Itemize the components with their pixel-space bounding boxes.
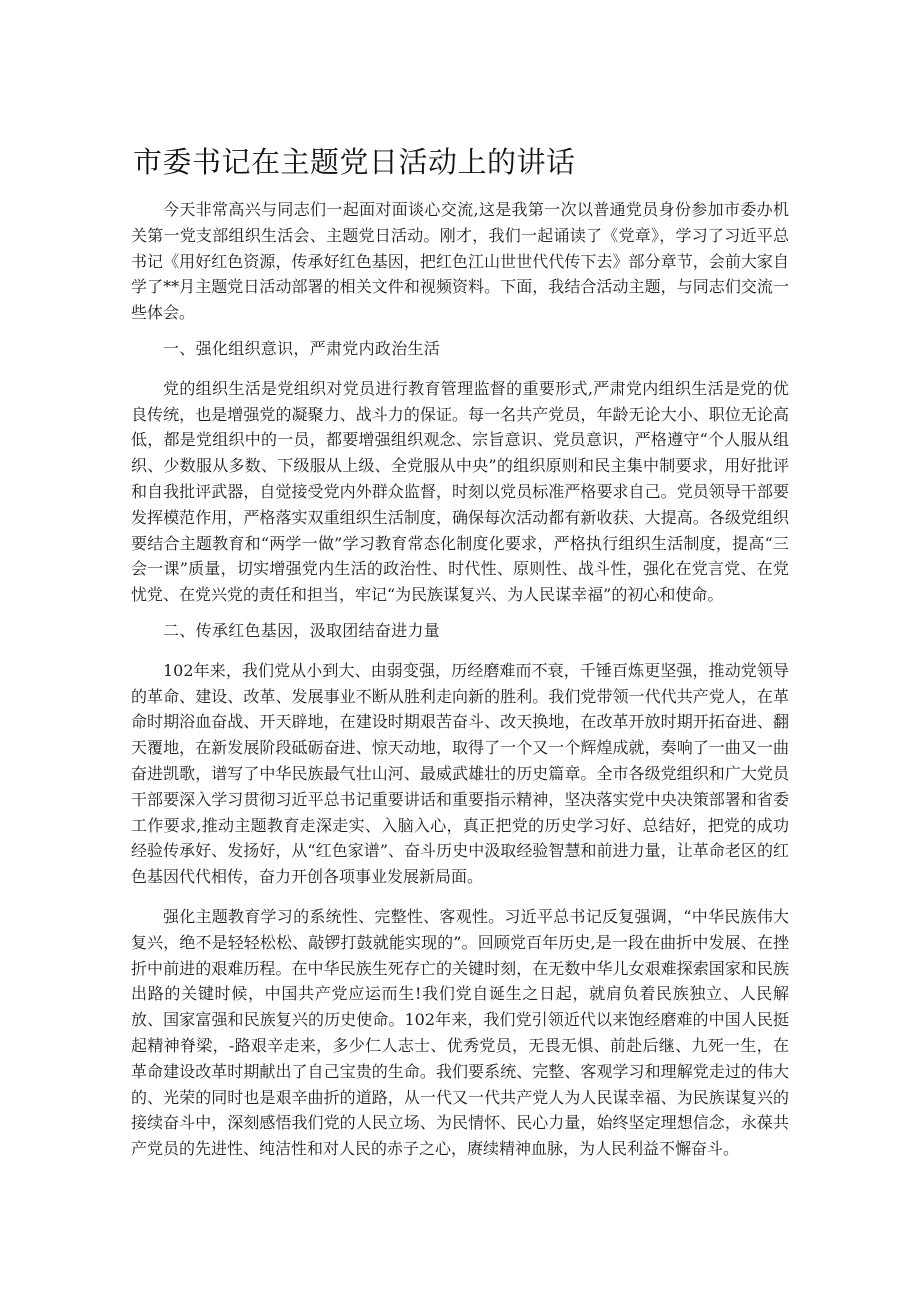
document-title: 市委书记在主题党日活动上的讲话 [133, 145, 576, 179]
section-heading-1: 一、强化组织意识，严肃党内政治生活 [163, 338, 441, 358]
intro-paragraph: 今天非常高兴与同志们一起面对面谈心交流,这是我第一次以普通党员身份参加市委办机关第一党支部组织生活会、主题党日活动。刚才，我们一起诵读了《党章》，学习了习近平总书记《用好红色资源，传承好红色基因，把红色江山世世代代传下去》部分章节，会前大家自学了**月主题党日活动部署的相关文件和视频资料。下面，我结合活动主题，与同志们交流一些体会。 [131, 200, 789, 323]
section-heading-2: 二、传承红色基因，汲取团结奋进力量 [163, 620, 441, 640]
section-2-subparagraph: 强化主题教育学习的系统性、完整性、客观性。习近平总书记反复强调，“中华民族伟大复兴，绝不是轻轻松松、敲锣打鼓就能实现的”。回顾党百年历史,是一段在曲折中发展、在挫折中前进的艰难历程。在中华民族生死存亡的关键时刻，在无数中华儿女艰难探索国家和民族出路的关键时候，中国共产党应运而生!我们党自诞生之日起，就肩负着民族独立、人民解放、国家富强和民族复兴的历史使命。102年来，我们党引领近代以来饱经磨难的中国人民挺起精神脊梁，-路艰辛走来，多少仁人志士、优秀党员，无畏无惧、前赴后继、九死一生，在革命建设改革时期献出了自己宝贵的生命。我们要系统、完整、客观学习和理解党走过的伟大的、光荣的同时也是艰辛曲折的道路，从一代又一代共产党人为人民谋幸福、为民族谋复兴的接续奋斗中，深刻感悟我们党的人民立场、为民情怀、民心力量，始终坚定理想信念，永葆共产党员的先进性、纯洁性和对人民的赤子之心，赓续精神血脉，为人民利益不懈奋斗。 [131, 906, 789, 1159]
document-body [131, 197, 789, 1162]
section-1-paragraph: 党的组织生活是党组织对党员进行教育管理监督的重要形式,严肃党内组织生活是党的优良传统，也是增强党的凝聚力、战斗力的保证。每一名共产党员，年龄无论大小、职位无论高低，都是党组织中的一员，都要增强组织观念、宗旨意识、党员意识，严格遵守“个人服从组织、少数服从多数、下级服从上级、全党服从中央”的组织原则和民主集中制要求，用好批评和自我批评武器，自觉接受党内外群众监督，时刻以党员标准严格要求自己。党员领导干部要发挥模范作用，严格落实双重组织生活制度，确保每次活动都有新收获、大提高。各级党组织要结合主题教育和“两学一做”学习教育常态化制度化要求，严格执行组织生活制度，提高“三会一课”质量，切实增强党内生活的政治性、时代性、原则性、战斗性，强化在党言党、在党忧党、在党兴党的责任和担当，牢记“为民族谋复兴、为人民谋幸福”的初心和使命。 [131, 378, 789, 605]
section-2-paragraph: 102年来，我们党从小到大、由弱变强，历经磨难而不衰，千锤百炼更坚强，推动党领导的革命、建设、改革、发展事业不断从胜利走向新的胜利。我们党带领一代代共产党人，在革命时期浴血奋战、开天辟地，在建设时期艰苦奋斗、改天换地，在改革开放时期开拓奋进、翻天覆地，在新发展阶段砥砺奋进、惊天动地，取得了一个又一个辉煌成就，奏响了一曲又一曲奋进凯歌，谱写了中华民族最气壮山河、最威武雄壮的历史篇章。全市各级党组织和广大党员干部要深入学习贯彻习近平总书记重要讲话和重要指示精神，坚决落实党中央决策部署和省委工作要求,推动主题教育走深走实、入脑入心，真正把党的历史学习好、总结好，把党的成功经验传承好、发扬好，从“红色家谱”、奋斗历史中汲取经验智慧和前进力量，让革命老区的红色基因代代相传，奋力开创各项事业发展新局面。 [131, 660, 789, 887]
